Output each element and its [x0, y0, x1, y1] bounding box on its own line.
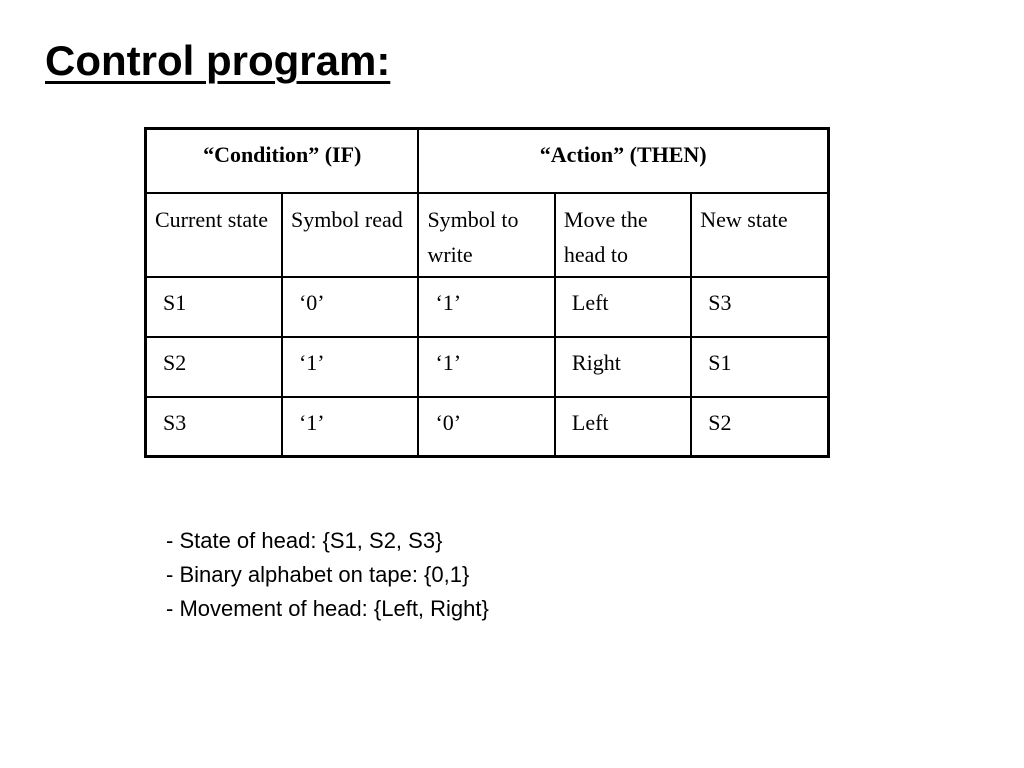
- cell-symbol-to-write: ‘0’: [418, 397, 554, 457]
- column-header-current-state: Current state: [146, 193, 282, 277]
- notes-list: [166, 524, 489, 626]
- column-header-move-head: Move the head to: [555, 193, 691, 277]
- list-item: - State of head: {S1, S2, S3}: [166, 528, 443, 553]
- cell-new-state: S2: [691, 397, 828, 457]
- cell-symbol-read: ‘1’: [282, 397, 418, 457]
- cell-current-state: S1: [146, 277, 282, 337]
- table-row: [146, 337, 829, 397]
- cell-move-head: Right: [555, 337, 691, 397]
- cell-symbol-to-write: ‘1’: [418, 277, 554, 337]
- list-item: - Binary alphabet on tape: {0,1}: [166, 562, 470, 587]
- table-row: [146, 277, 829, 337]
- cell-new-state: S1: [691, 337, 828, 397]
- table-row: [146, 397, 829, 457]
- cell-current-state: S2: [146, 337, 282, 397]
- cell-move-head: Left: [555, 277, 691, 337]
- cell-symbol-read: ‘1’: [282, 337, 418, 397]
- group-header-row: [146, 129, 829, 193]
- column-header-symbol-read: Symbol read: [282, 193, 418, 277]
- column-header-new-state: New state: [691, 193, 828, 277]
- list-item: - Movement of head: {Left, Right}: [166, 596, 489, 621]
- action-header: “Action” (THEN): [418, 129, 828, 193]
- column-header-symbol-to-write: Symbol to write: [418, 193, 554, 277]
- cell-symbol-read: ‘0’: [282, 277, 418, 337]
- cell-symbol-to-write: ‘1’: [418, 337, 554, 397]
- cell-move-head: Left: [555, 397, 691, 457]
- control-program-table: [144, 127, 830, 458]
- slide-title: Control program:: [45, 37, 391, 84]
- cell-new-state: S3: [691, 277, 828, 337]
- column-header-row: [146, 193, 829, 277]
- cell-current-state: S3: [146, 397, 282, 457]
- condition-header: “Condition” (IF): [146, 129, 419, 193]
